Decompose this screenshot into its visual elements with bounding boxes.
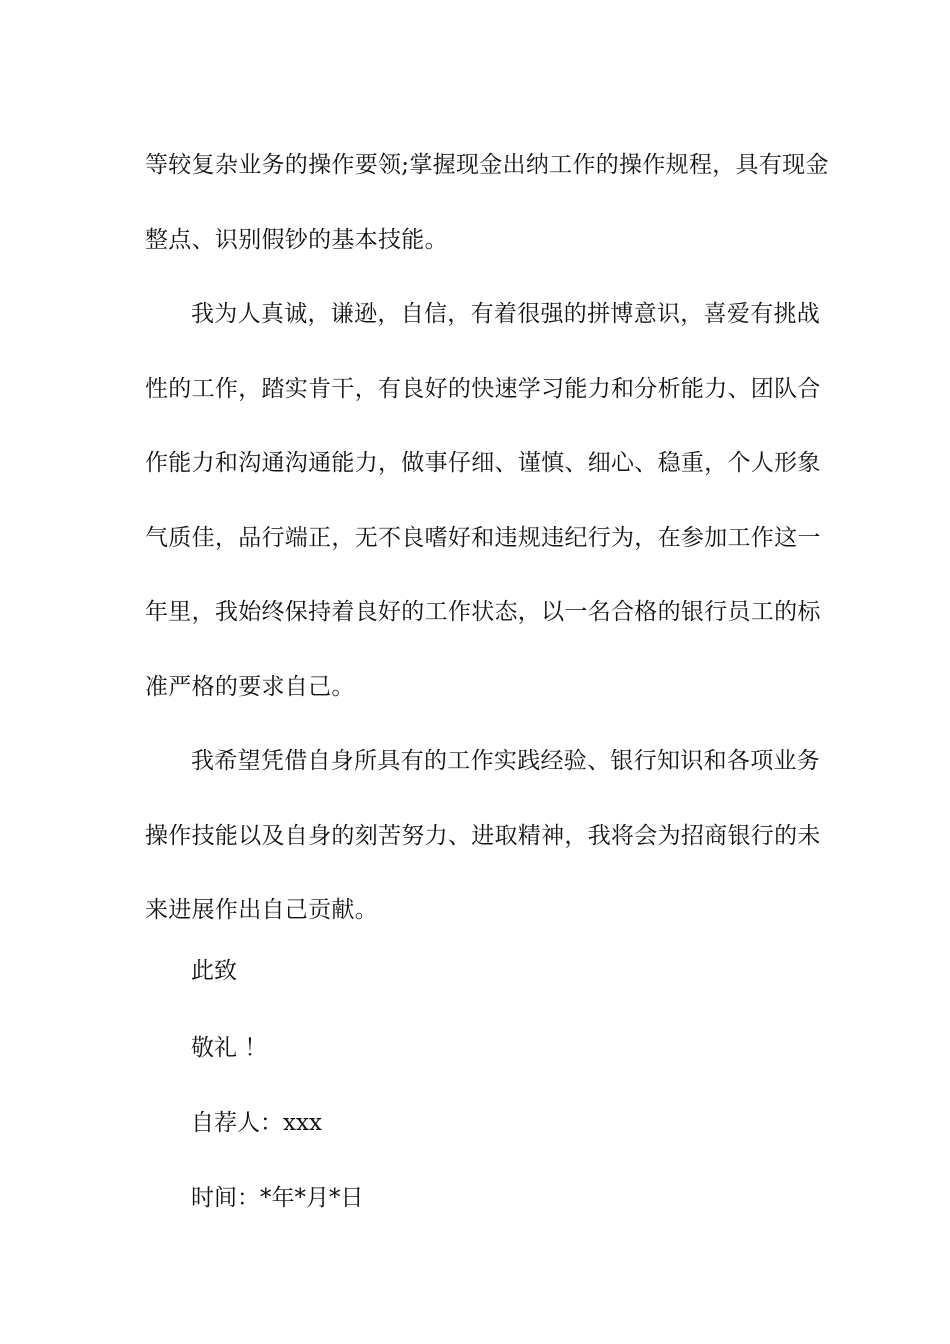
- text-line: 操作技能以及自身的刻苦努力、进取精神，我将会为招商银行的未: [145, 822, 821, 849]
- paragraph-aspiration: [145, 724, 821, 948]
- text-line: 我为人真诚，谦逊，自信，有着很强的拼博意识，喜爱有挑战: [191, 301, 821, 327]
- text-line: 性的工作，踏实肯干，有良好的快速学习能力和分析能力、团队合: [145, 375, 821, 402]
- date-line: 时间：*年*月*日: [191, 1185, 364, 1211]
- signature-line: 自荐人：xxx: [191, 1110, 322, 1136]
- text-line: 年里，我始终保持着良好的工作状态，以一名合格的银行员工的标: [145, 599, 821, 625]
- paragraph-personality: [145, 277, 821, 724]
- text-line: 气质佳，品行端正，无不良嗜好和违规违纪行为，在参加工作这一: [145, 524, 821, 551]
- text-line: 准严格的要求自己。: [145, 673, 355, 700]
- closing-regards: 敬礼 ！: [191, 1035, 268, 1061]
- text-line: 作能力和沟通沟通能力，做事仔细、谨慎、细心、稳重，个人形象: [145, 450, 821, 476]
- text-line: 来进展作出自己贡献。: [145, 897, 378, 923]
- text-line: 我希望凭借自身所具有的工作实践经验、银行知识和各项业务: [191, 748, 821, 774]
- closing-salutation: 此致: [191, 958, 237, 984]
- text-line: 整点、识别假钞的基本技能。: [145, 226, 448, 253]
- letter-body: [145, 128, 829, 948]
- paragraph-skills-continued: [145, 128, 829, 277]
- text-line: 等较复杂业务的操作要领;掌握现金出纳工作的操作规程，具有现金: [145, 152, 829, 178]
